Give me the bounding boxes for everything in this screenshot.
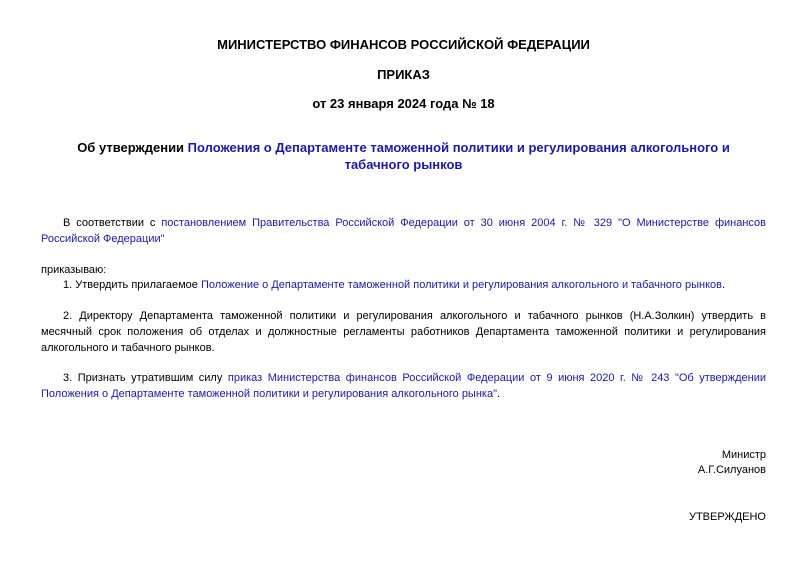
doc-type: ПРИКАЗ [377, 67, 430, 82]
item1-suffix: . [721, 279, 726, 291]
title-link[interactable]: Положения о Департаменте таможенной политики и регулирования алкогольного и табачного рынков [187, 140, 730, 172]
title-prefix: Об утверждении [77, 140, 188, 155]
signature-position: Министр [721, 449, 766, 461]
item-2: 2. Директору Департамента таможенной политики и регулирования алкогольного и табачного рынков (Н.А.Золкин) утвердить в месячный срок положения об отделах и должностные регламенты работников Департамента таможенной политики и регулирования алкогольного и табачного рынков. [41, 310, 766, 354]
item3-prefix: 3. Признать утратившим силу [63, 372, 228, 384]
item-1 [41, 277, 766, 293]
approved-label: УТВЕРЖДЕНО [688, 511, 766, 523]
preamble [41, 215, 766, 247]
item1-prefix: 1. Утвердить прилагаемое [63, 279, 201, 291]
signature-name: А.Г.Силуанов [697, 464, 766, 476]
preamble-prefix: В соответствии с [63, 217, 162, 229]
document-title [60, 139, 747, 173]
item-3 [41, 370, 766, 402]
ministry-heading: МИНИСТЕРСТВО ФИНАНСОВ РОССИЙСКОЙ ФЕДЕРАЦИИ [217, 37, 590, 52]
preamble-link[interactable]: постановлением Правительства Российской Федерации от 30 июня 2004 г. № 329 "О Министерстве финансов Российской Федерации" [41, 217, 767, 245]
item3-suffix: . [497, 388, 501, 400]
item3-link[interactable]: приказ Министерства финансов Российской Федерации от 9 июня 2020 г. № 243 "Об утверждении Положения о Департаменте таможенной политики и регулирования алкогольного рынка" [41, 372, 766, 400]
item1-link[interactable]: Положение о Департаменте таможенной политики и регулирования алкогольного и табачного рынков [200, 279, 722, 291]
date-number: от 23 января 2024 года № 18 [312, 96, 495, 111]
order-word: приказываю: [41, 264, 107, 276]
